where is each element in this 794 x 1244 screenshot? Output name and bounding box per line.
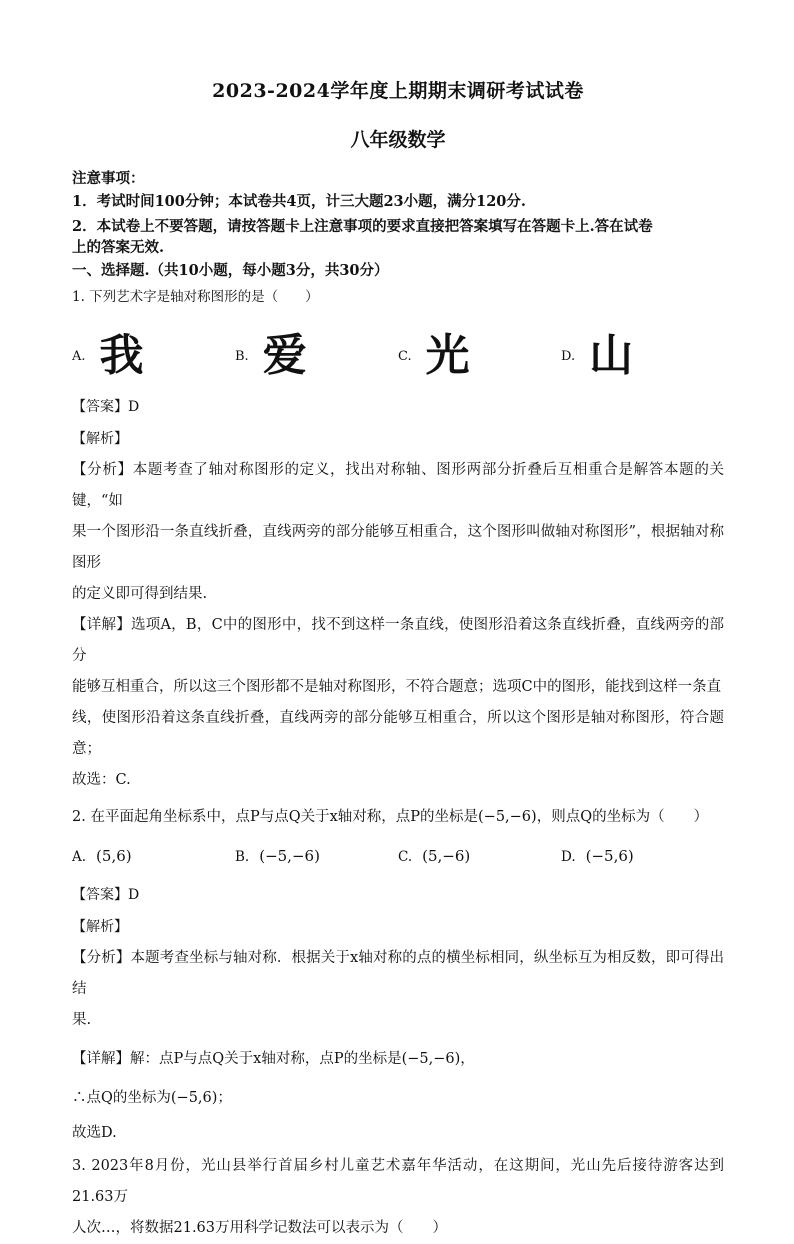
- q1-analysis-line-3: 的定义即可得到结果.: [72, 586, 208, 602]
- q3-stem-line-1: 3. 2023年8月份，光山县举行首届乡村儿童艺术嘉年华活动，在这期间，光山先后接待游客达到21.63万: [72, 1158, 724, 1205]
- q1-detail-line-4: 故选：C.: [72, 772, 131, 788]
- q1-option-a-glyph: 我: [99, 330, 144, 381]
- q1-detail-line-2: 能够互相重合，所以这三个图形都不是轴对称图形，不符合题意；选项C中的图形，能找到这样一条直: [72, 679, 722, 695]
- q1-option-c-glyph: 光: [425, 330, 470, 381]
- exam-title: 2023-2024学年度上期期末调研考试试卷: [212, 80, 584, 102]
- q1-option-c: [398, 331, 561, 381]
- q2-option-d-value: (−5,6): [585, 847, 634, 865]
- notes-item-1: 1．考试时间100分钟；本试卷共4页，计三大题23小题，满分120分.: [72, 193, 526, 210]
- q1-option-d-label: D.: [561, 348, 576, 364]
- exam-subtitle: 八年级数学: [350, 129, 446, 151]
- q2-option-c-label: C.: [398, 849, 413, 865]
- q2-option-c: [398, 847, 561, 865]
- q2-answer: 【答案】D: [72, 887, 140, 903]
- q2-detail-line-2: ∴点Q的坐标为(−5,6)；: [72, 1090, 232, 1106]
- q1-analysis-tag: 【解析】: [72, 431, 128, 447]
- q2-option-b-value: (−5,−6): [259, 847, 320, 865]
- section-1-heading: 一、选择题.（共10小题，每小题3分，共30分）: [72, 262, 389, 279]
- exam-page: [72, 70, 724, 1244]
- q1-detail-line-3: 线，使图形沿着这条直线折叠，直线两旁的部分能够互相重合，所以这个图形是轴对称图形，符合题意；: [72, 710, 724, 757]
- q2-option-d-label: D.: [561, 849, 576, 865]
- q2-option-b-label: B.: [235, 849, 250, 865]
- q1-analysis-line-1: 【分析】本题考查了轴对称图形的定义，找出对称轴、图形两部分折叠后互相重合是解答本题的关键，“如: [72, 462, 724, 509]
- q2-option-b: [235, 847, 398, 865]
- q1-option-a-label: A.: [72, 348, 86, 364]
- q2-option-a-label: A.: [72, 849, 87, 865]
- q1-option-b-label: B.: [235, 348, 249, 364]
- q1-option-c-label: C.: [398, 348, 412, 364]
- q2-analysis-line-2: 果.: [72, 1012, 92, 1028]
- q1-options: [72, 313, 724, 399]
- q1-option-d: [561, 331, 724, 381]
- q2-detail-line-3: 故选D.: [72, 1125, 117, 1141]
- q2-option-a-value: (5,6): [96, 847, 132, 865]
- q1-option-d-glyph: 山: [589, 330, 634, 381]
- q1-option-b-glyph: 爱: [262, 330, 307, 381]
- q3-stem-line-2: 人次…，将数据21.63万用科学记数法可以表示为（ ）: [72, 1220, 448, 1236]
- q1-stem: 1. 下列艺术字是轴对称图形的是（ ）: [72, 289, 319, 305]
- notes-item-2a: 2．本试卷上不要答题，请按答题卡上注意事项的要求直接把答案填写在答题卡上.答在试卷: [72, 218, 653, 235]
- q2-detail-line-1: 【详解】解：点P与点Q关于x轴对称，点P的坐标是(−5,−6)，: [72, 1051, 475, 1067]
- q2-option-d: [561, 847, 724, 865]
- q1-option-b: [235, 331, 398, 381]
- q2-analysis-tag: 【解析】: [72, 919, 128, 935]
- q1-analysis-line-2: 果一个图形沿一条直线折叠，直线两旁的部分能够互相重合，这个图形叫做轴对称图形”，根据轴对称图形: [72, 524, 724, 571]
- q2-option-a: [72, 847, 235, 865]
- notes-item-2b: 上的答案无效.: [72, 239, 165, 256]
- q1-detail-line-1: 【详解】选项A，B，C中的图形中，找不到这样一条直线，使图形沿着这条直线折叠，直线两旁的部分: [72, 617, 724, 664]
- q2-option-c-value: (5,−6): [422, 847, 471, 865]
- q1-answer: 【答案】D: [72, 399, 140, 415]
- q2-analysis-line-1: 【分析】本题考查坐标与轴对称．根据关于x轴对称的点的横坐标相同，纵坐标互为相反数，即可得出结: [72, 950, 724, 997]
- q1-option-a: [72, 331, 235, 381]
- q2-options: [72, 833, 724, 879]
- notes-heading: 注意事项：: [72, 170, 145, 187]
- q2-stem: 2. 在平面起角坐标系中，点P与点Q关于x轴对称，点P的坐标是(−5,−6)，则点Q的坐标为（ ）: [72, 809, 709, 825]
